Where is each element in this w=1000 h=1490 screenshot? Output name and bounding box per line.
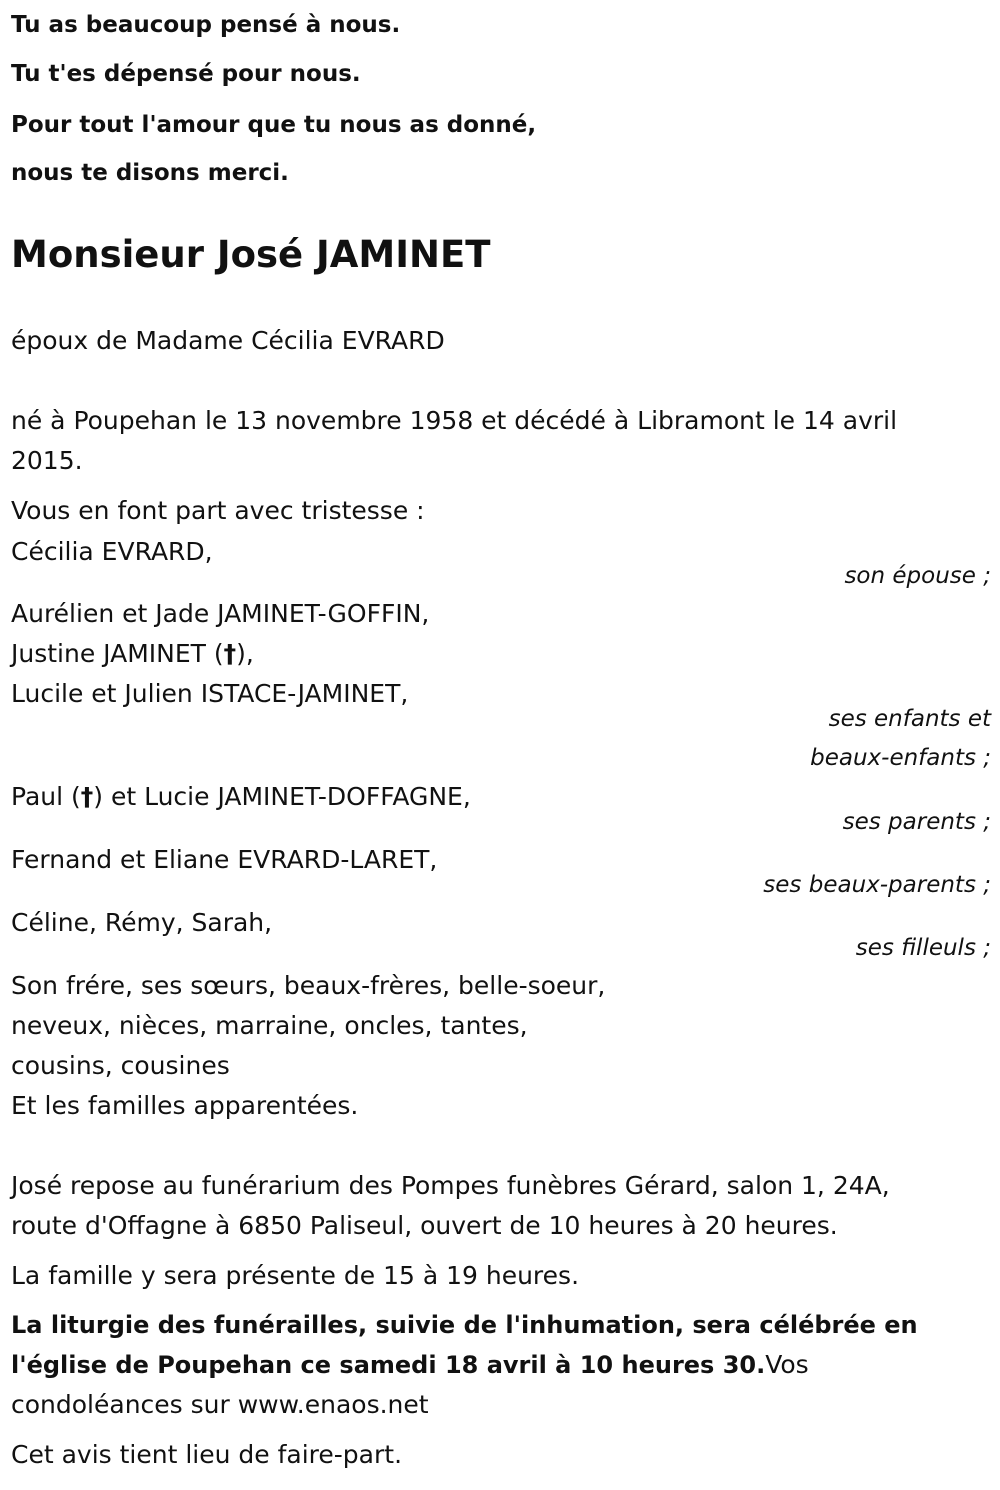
liturgy-line-2-regular: Vos [765,1350,809,1379]
liturgy-line-1: La liturgie des funérailles, suivie de l'inhumation, sera célébrée en [11,1311,918,1339]
cross-icon: † [223,639,237,668]
announcement-intro: Vous en font part avec tristesse : [11,496,425,525]
parents-prefix: Paul ( [11,782,81,811]
family-line-1: Son frére, ses sœurs, beaux-frères, belle-soeur, [11,971,606,1000]
in-laws-role: ses beaux-parents ; [763,872,991,898]
cross-icon: † [80,782,94,811]
poem-line-2: Tu t'es dépensé pour nous. [11,61,361,87]
presence-line: La famille y sera présente de 15 à 19 heures. [11,1261,580,1290]
liturgy-line-2 [11,1350,809,1380]
children-role-1: ses enfants et [828,706,991,732]
child-line-3: Lucile et Julien ISTACE-JAMINET, [11,679,409,708]
closing-line: Cet avis tient lieu de faire-part. [11,1440,403,1469]
poem-line-4: nous te disons merci. [11,160,289,186]
repose-line-1: José repose au funérarium des Pompes funèbres Gérard, salon 1, 24A, [11,1171,890,1200]
repose-line-2: route d'Offagne à 6850 Paliseul, ouvert de 10 heures à 20 heures. [11,1211,838,1240]
spouse-role: son épouse ; [844,563,991,589]
parents-line [11,782,471,812]
parents-role: ses parents ; [842,809,991,835]
parents-suffix: ) et Lucie JAMINET-DOFFAGNE, [93,782,471,811]
family-line-4: Et les familles apparentées. [11,1091,359,1120]
children-role-2: beaux-enfants ; [810,745,991,771]
child-line-2-suffix: ), [236,639,254,668]
birth-death-line-1: né à Poupehan le 13 novembre 1958 et décédé à Libramont le 14 avril [11,406,898,435]
godchildren-role: ses filleuls ; [855,935,991,961]
family-line-2: neveux, nièces, marraine, oncles, tantes, [11,1011,528,1040]
family-line-3: cousins, cousines [11,1051,230,1080]
birth-death-line-2: 2015. [11,446,83,475]
child-line-1: Aurélien et Jade JAMINET-GOFFIN, [11,599,430,628]
poem-line-1: Tu as beaucoup pensé à nous. [11,12,401,38]
spouse-name: Cécilia EVRARD, [11,537,213,566]
godchildren-line: Céline, Rémy, Sarah, [11,908,273,937]
child-line-2-text: Justine JAMINET ( [11,639,224,668]
child-line-2 [11,639,254,669]
liturgy-line-2-bold: l'église de Poupehan ce samedi 18 avril à 10 heures 30. [11,1351,766,1379]
spouse-line: époux de Madame Cécilia EVRARD [11,326,445,355]
deceased-name: Monsieur José JAMINET [11,233,491,276]
condolences-line: condoléances sur www.enaos.net [11,1390,429,1419]
poem-line-3: Pour tout l'amour que tu nous as donné, [11,112,537,138]
in-laws-line: Fernand et Eliane EVRARD-LARET, [11,845,438,874]
